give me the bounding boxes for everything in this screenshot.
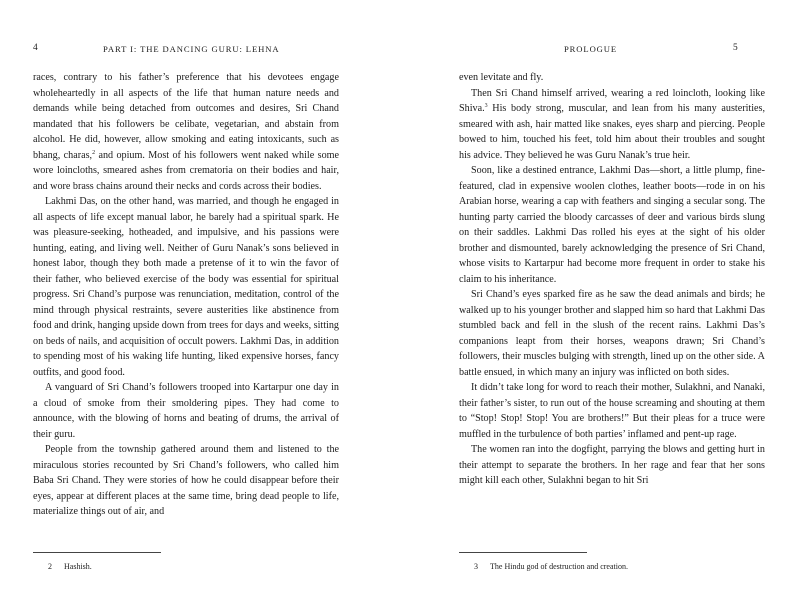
paragraph: A vanguard of Sri Chand’s followers trooped into Kartarpur one day in a cloud of smoke from their smoldering pipes. They had come to announce, with the blowing of horns and beating of drums, the arrival of their guru.: [33, 382, 339, 440]
paragraph: Lakhmi Das, on the other hand, was married, and though he engaged in all aspects of life except manual labor, he barely had a spiritual spark. He was pleasure-seeking, hotheaded, and impulsive, and his passions were hunting, eating, and living well. Neither of Guru Nanak’s sons believed in honest labor, though they both made a pretense of it to win the favor of their father, who believed exercise of the body was essential for spiritual progress. Sri Chand’s purpose was renunciation, meditation, control of the mind through physical restraints, severe austerities like abstinence from food and drink, hanging upside down from trees for days and weeks, sitting on beds of nails, and acquisition of occult powers. Lakhmi Das, in addition to spending most of his waking life hunting, liked expensive horses, fancy outfits, and good food.: [33, 196, 339, 378]
footnote-divider: [33, 552, 161, 553]
paragraph: even levitate and fly.: [459, 72, 544, 83]
footnote-number: 2: [48, 562, 52, 571]
running-head: PART I: THE DANCING GURU: LEHNA: [103, 44, 280, 54]
body-text: [459, 70, 765, 489]
paragraph: Then Sri Chand himself arrived, wearing a red loincloth, looking like Shiva.$^3$ His body strong, muscular, and lean from his many austerities, smeared with ash, hair matted like snakes, eyes sharp and piercing. People bowed to him, touched his feet, told him about their troubles and sought his advice. They believed he was Guru Nanak’s true heir.: [459, 87, 765, 161]
footnote-text: Hashish.: [64, 562, 92, 571]
footnote: [48, 562, 92, 571]
footnote-divider: [459, 552, 587, 553]
footnote: [474, 562, 628, 571]
footnote-ref[interactable]: 2: [92, 149, 96, 156]
paragraph: It didn’t take long for word to reach their mother, Sulakhni, and Nanaki, their father’s sister, to run out of the house screaming and shouting at them to “Stop! Stop! Stop! You are brothers!” But their pleas for a truce were muffled in the turbulence of both parties’ inflamed and pent-up rage.: [459, 382, 765, 440]
paragraph: Soon, like a destined entrance, Lakhmi Das—short, a little plump, fine-featured, clad in expensive woolen clothes, leather boots—rode in on his Arabian horse, wearing a cap with feathers and singing a secular song. The hunting party carried the bloody carcasses of deer and various birds slung on their saddles. Lakhmi Das rolled his eyes at the sight of his older brother and dismounted, barely acknowledging the presence of Sri Chand, whose visits to Kartarpur had become more frequent in order to stake his claim to his inheritance.: [459, 165, 765, 285]
page-number: 5: [733, 43, 738, 53]
footnote-ref[interactable]: 3: [484, 103, 488, 109]
running-head: PROLOGUE: [564, 44, 618, 54]
right-page: [396, 0, 792, 612]
paragraph: races, contrary to his father’s preference that his devotees engage wholeheartedly in all aspects of the life that human nature needs and demands while being detached from outcomes and desires, Sri Chand mandated that his followers be celibate, vegetarian, and abstain from alcohol. He did, however, allow smoking and eating intoxicants, such as bhang, charas,$^2$ and opium. Most of his followers went naked while some wore loincloths, smeared ashes from crematoria on their bodies and hair, and wore brass chains around their necks and cords across their bodies.: [33, 72, 339, 192]
body-text: [33, 70, 339, 520]
paragraph: The women ran into the dogfight, parrying the blows and getting hurt in their attempt to separate the brothers. In her rage and fear that her sons might kill each other, Sulakhni began to hit Sri: [459, 444, 765, 486]
paragraph: People from the township gathered around them and listened to the miraculous stories recounted by Sri Chand’s followers, who called him Baba Sri Chand. They were stories of how he could disappear before their eyes, appear at different places at the same time, bring dead people to life, materialize things out of air, and: [33, 444, 339, 517]
footnote-text: The Hindu god of destruction and creation.: [490, 562, 628, 571]
page-number: 4: [33, 43, 38, 53]
footnote-number: 3: [474, 562, 478, 571]
paragraph: Sri Chand’s eyes sparked fire as he saw the dead animals and birds; he walked up to his younger brother and slapped him so hard that Lakhmi Das stumbled back and fell in the slush of the recent rains. Lakhmi Das’s companions leapt from their horses, weapons drawn; Sri Chand’s followers, their muscles bulging with strength, lined up on the other side. A battle ensued, in which many an injury was inflicted on both sides.: [459, 289, 765, 378]
